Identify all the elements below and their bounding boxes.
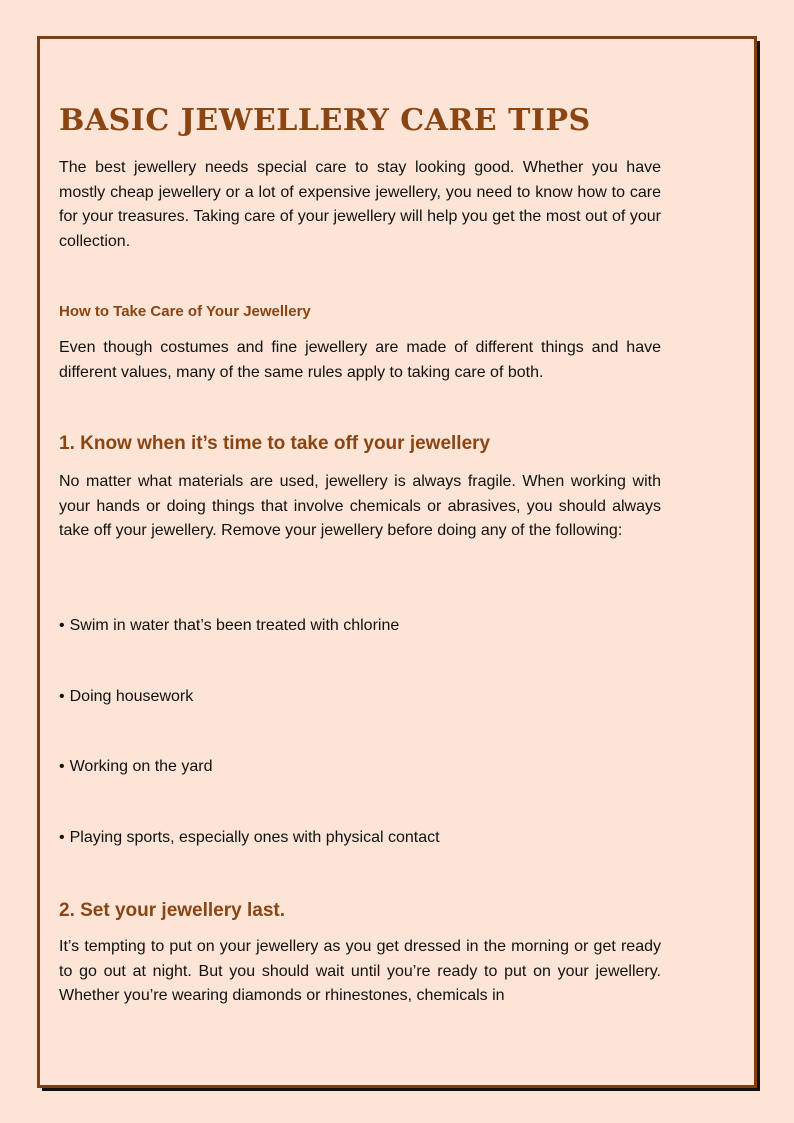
list-item [59,686,193,708]
section-1-heading: 1. Know when it’s time to take off your jewellery [59,433,491,454]
section-1-paragraph: No matter what materials are used, jewellery is always fragile. When working with your hands or doing things that involve chemicals or abrasives, you should always take off your jewellery. Remove your jewellery before doing any of the following: [59,473,661,539]
list-item-text: Swim in water that’s been treated with chlorine [69,617,400,634]
list-item-text: Working on the yard [69,758,213,775]
list-item [59,827,440,849]
intro-paragraph: The best jewellery needs special care to stay looking good. Whether you have mostly cheap jewellery or a lot of expensive jewellery, you need to know how to care for your treasures. Taking care of your jewellery will help you get the most out of your collection. [59,159,661,250]
bullet-dot-icon: • [59,758,65,775]
section-2-heading: 2. Set your jewellery last. [59,900,285,921]
care-paragraph: Even though costumes and fine jewellery are made of different things and have different values, many of the same rules apply to taking care of both. [59,339,661,381]
bullet-dot-icon: • [59,829,65,846]
list-item-text: Doing housework [69,688,194,705]
bullet-dot-icon: • [59,617,65,634]
list-item [59,756,213,778]
section-2-paragraph: It’s tempting to put on your jewellery as you get dressed in the morning or get ready to go out at night. But you should wait until you’re ready to put on your jewellery. Whether you’re wearing diamonds or rhinestones, chemicals in [59,938,661,1004]
page-title: BASIC JEWELLERY CARE TIPS [59,103,591,138]
list-item [59,615,399,637]
bullet-dot-icon: • [59,688,65,705]
care-subheading: How to Take Care of Your Jewellery [59,303,311,320]
list-item-text: Playing sports, especially ones with physical contact [69,829,440,846]
